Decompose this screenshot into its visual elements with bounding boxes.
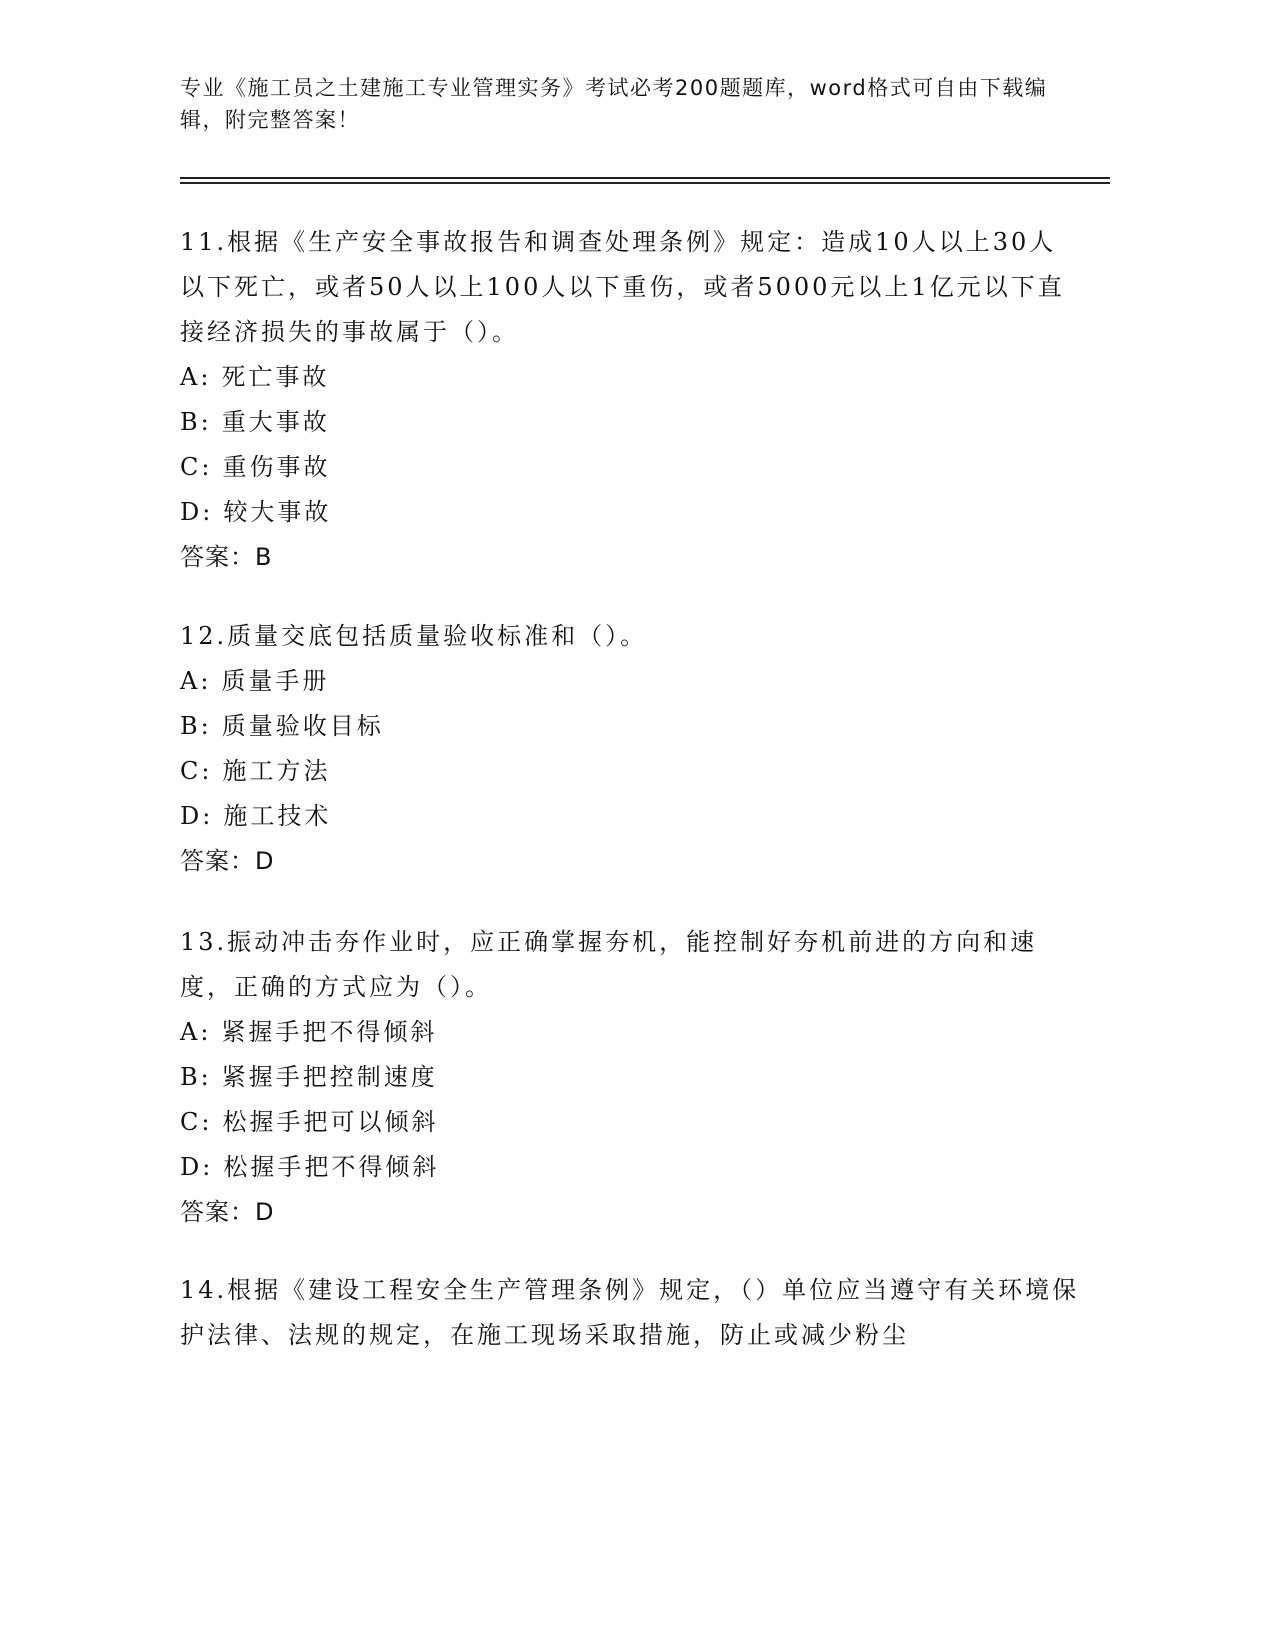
option-text: 较大事故 (223, 498, 332, 526)
option-d (180, 794, 1080, 839)
question-13 (180, 920, 1080, 1235)
option-letter: D: (180, 498, 214, 526)
question-stem: 14.根据《建设工程安全生产管理条例》规定，（）单位应当遵守有关环境保护法律、法规的规定，在施工现场采取措施，防止或减少粉尘 (180, 1276, 1080, 1349)
option-letter: C: (180, 453, 213, 481)
option-text: 松握手把不得倾斜 (223, 1153, 440, 1181)
option-a (180, 1010, 1080, 1055)
question-stem: 12.质量交底包括质量验收标准和（）。 (180, 622, 648, 650)
option-letter: C: (180, 757, 213, 785)
option-text: 施工技术 (223, 802, 332, 830)
option-text: 施工方法 (222, 757, 331, 785)
question-stem: 11.根据《生产安全事故报告和调查处理条例》规定：造成10人以上30人以下死亡，或者50人以上100人以下重伤，或者5000元以上1亿元以下直接经济损失的事故属于（）。 (180, 228, 1065, 346)
option-text: 死亡事故 (221, 363, 330, 391)
option-a (180, 355, 1080, 400)
option-letter: D: (180, 1153, 214, 1181)
option-b (180, 1055, 1080, 1100)
option-text: 紧握手把控制速度 (221, 1063, 438, 1091)
option-d (180, 1145, 1080, 1190)
option-letter: A: (180, 1018, 212, 1046)
header-text: 专业《施工员之土建施工专业管理实务》考试必考200题题库，word格式可自由下载编辑，附完整答案！ (180, 76, 1048, 132)
option-c (180, 1100, 1080, 1145)
option-letter: C: (180, 1108, 213, 1136)
answer-text: 答案：B (180, 543, 273, 571)
option-c (180, 749, 1080, 794)
option-text: 重大事故 (221, 408, 330, 436)
option-text: 质量验收目标 (221, 712, 384, 740)
option-letter: B: (180, 712, 212, 740)
option-text: 松握手把可以倾斜 (222, 1108, 439, 1136)
answer-text: 答案：D (180, 847, 275, 875)
question-stem: 13.振动冲击夯作业时，应正确掌握夯机，能控制好夯机前进的方向和速度，正确的方式应为（）。 (180, 928, 1038, 1001)
document-header (180, 72, 1070, 136)
option-b (180, 400, 1080, 445)
option-letter: A: (180, 363, 212, 391)
question-14 (180, 1268, 1080, 1358)
option-c (180, 445, 1080, 490)
option-letter: D: (180, 802, 214, 830)
option-b (180, 704, 1080, 749)
answer-text: 答案：D (180, 1198, 275, 1226)
option-letter: B: (180, 408, 212, 436)
option-a (180, 659, 1080, 704)
question-11 (180, 220, 1080, 580)
header-divider-second (180, 182, 1110, 184)
option-text: 质量手册 (221, 667, 330, 695)
option-letter: B: (180, 1063, 212, 1091)
header-divider (180, 177, 1110, 179)
question-12 (180, 614, 1080, 884)
option-text: 紧握手把不得倾斜 (221, 1018, 438, 1046)
option-d (180, 490, 1080, 535)
option-letter: A: (180, 667, 212, 695)
option-text: 重伤事故 (222, 453, 331, 481)
